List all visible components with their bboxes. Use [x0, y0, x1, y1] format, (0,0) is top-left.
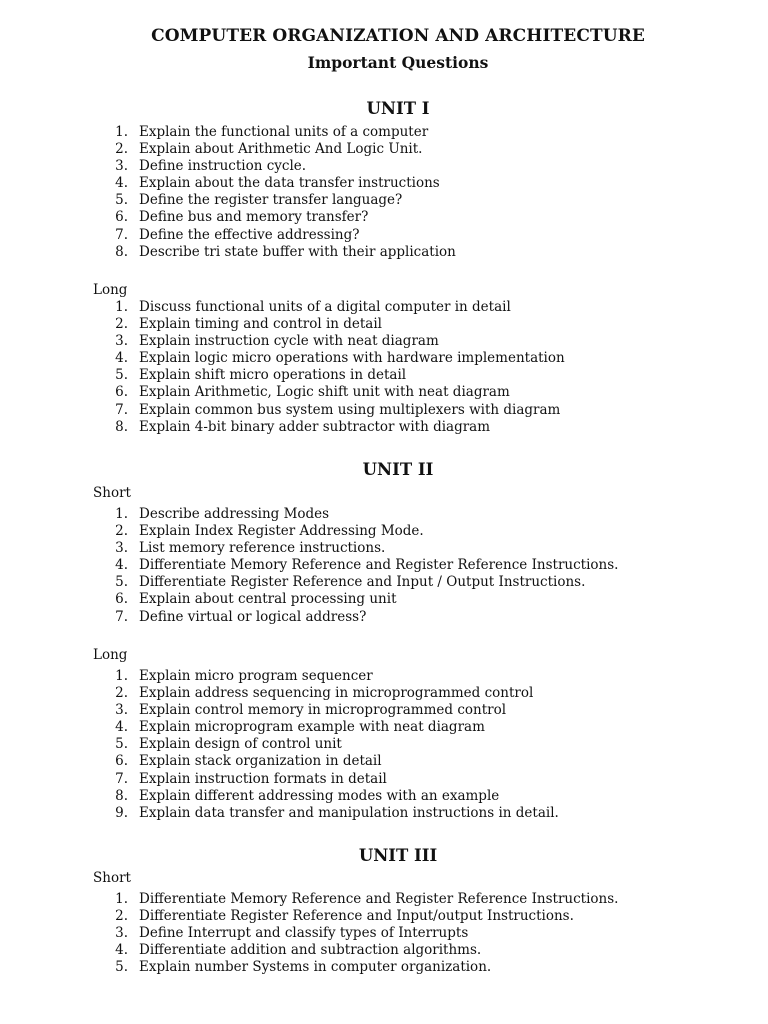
question-text: Explain number Systems in computer organization.	[139, 959, 492, 976]
question-text: Differentiate addition and subtraction algorithms.	[139, 942, 482, 959]
question-text: Explain different addressing modes with an example	[139, 787, 500, 804]
question-number: 1.	[115, 299, 128, 315]
question-text: Explain the functional units of a computer	[139, 124, 429, 140]
question-number: 1.	[115, 506, 128, 522]
question-text: Explain microprogram example with neat diagram	[139, 719, 485, 736]
question-number: 6.	[115, 591, 128, 608]
unit-heading: UNIT III	[358, 846, 438, 865]
question-text: Explain about central processing unit	[139, 591, 397, 608]
question-text: Explain about the data transfer instructions	[139, 175, 440, 192]
question-text: Explain about Arithmetic And Logic Unit.	[139, 141, 423, 158]
question-text: Explain timing and control in detail	[139, 316, 382, 333]
question-number: 1.	[115, 668, 128, 684]
document-title: COMPUTER ORGANIZATION AND ARCHITECTURE	[151, 26, 645, 46]
question-number: 5.	[115, 367, 128, 384]
question-number: 3.	[115, 540, 128, 557]
question-number: 7.	[115, 401, 128, 418]
question-number: 8.	[115, 787, 128, 804]
question-number: 2.	[115, 141, 128, 158]
question-text: Explain instruction cycle with neat diagram	[139, 333, 439, 350]
question-number: 4.	[115, 942, 128, 959]
question-text: Explain 4-bit binary adder subtractor with diagram	[139, 418, 491, 435]
question-text: Explain logic micro operations with hardware implementation	[139, 350, 565, 367]
question-number: 1.	[115, 891, 128, 907]
question-text: Explain design of control unit	[139, 736, 342, 753]
question-number: 4.	[115, 719, 128, 736]
question-number: 1.	[115, 124, 128, 140]
question-text: Discuss functional units of a digital computer in detail	[139, 299, 511, 315]
question-text: Differentiate Memory Reference and Register Reference Instructions.	[139, 891, 619, 907]
question-text: Define the effective addressing?	[139, 226, 360, 243]
question-number: 6.	[115, 753, 128, 770]
question-number: 2.	[115, 685, 128, 702]
question-text: Explain Arithmetic, Logic shift unit with neat diagram	[139, 384, 510, 401]
question-number: 6.	[115, 209, 128, 226]
question-number: 3.	[115, 925, 128, 942]
question-number: 3.	[115, 702, 128, 719]
question-number: 4.	[115, 557, 128, 574]
question-number: 3.	[115, 333, 128, 350]
unit-heading: UNIT I	[366, 99, 430, 118]
question-text: Define Interrupt and classify types of Interrupts	[139, 925, 469, 942]
question-text: Explain address sequencing in microprogrammed control	[139, 685, 534, 702]
section-label: Long	[93, 282, 128, 298]
question-number: 7.	[115, 770, 128, 787]
question-text: Explain micro program sequencer	[139, 668, 373, 684]
question-text: Describe addressing Modes	[139, 506, 330, 522]
question-text: Define the register transfer language?	[139, 192, 403, 209]
question-text: Differentiate Memory Reference and Register Reference Instructions.	[139, 557, 619, 574]
question-number: 5.	[115, 574, 128, 591]
section-label: Long	[93, 647, 128, 663]
question-number: 8.	[115, 243, 128, 260]
question-number: 2.	[115, 316, 128, 333]
question-text: Explain Index Register Addressing Mode.	[139, 523, 424, 540]
question-text: List memory reference instructions.	[139, 540, 386, 557]
unit-heading: UNIT II	[362, 460, 434, 479]
question-text: Explain shift micro operations in detail	[139, 367, 407, 384]
question-number: 7.	[115, 608, 128, 625]
question-text: Differentiate Register Reference and Input/output Instructions.	[139, 908, 574, 925]
question-text: Describe tri state buffer with their application	[139, 243, 456, 260]
question-number: 7.	[115, 226, 128, 243]
question-number: 9.	[115, 804, 128, 821]
question-text: Define instruction cycle.	[139, 158, 307, 175]
question-number: 4.	[115, 350, 128, 367]
question-number: 5.	[115, 192, 128, 209]
question-number: 4.	[115, 175, 128, 192]
question-text: Explain data transfer and manipulation instructions in detail.	[139, 804, 559, 821]
question-text: Define virtual or logical address?	[139, 608, 367, 625]
question-text: Define bus and memory transfer?	[139, 209, 369, 226]
question-number: 5.	[115, 736, 128, 753]
section-label: Short	[93, 870, 131, 886]
question-text: Explain common bus system using multiplexers with diagram	[139, 401, 561, 418]
question-number: 5.	[115, 959, 128, 976]
question-number: 3.	[115, 158, 128, 175]
question-number: 8.	[115, 418, 128, 435]
question-text: Differentiate Register Reference and Input / Output Instructions.	[139, 574, 586, 591]
question-text: Explain stack organization in detail	[139, 753, 382, 770]
document-subtitle: Important Questions	[307, 53, 489, 72]
question-text: Explain instruction formats in detail	[139, 770, 387, 787]
question-number: 6.	[115, 384, 128, 401]
question-text: Explain control memory in microprogrammed control	[139, 702, 507, 719]
section-label: Short	[93, 485, 131, 501]
question-number: 2.	[115, 908, 128, 925]
question-number: 2.	[115, 523, 128, 540]
